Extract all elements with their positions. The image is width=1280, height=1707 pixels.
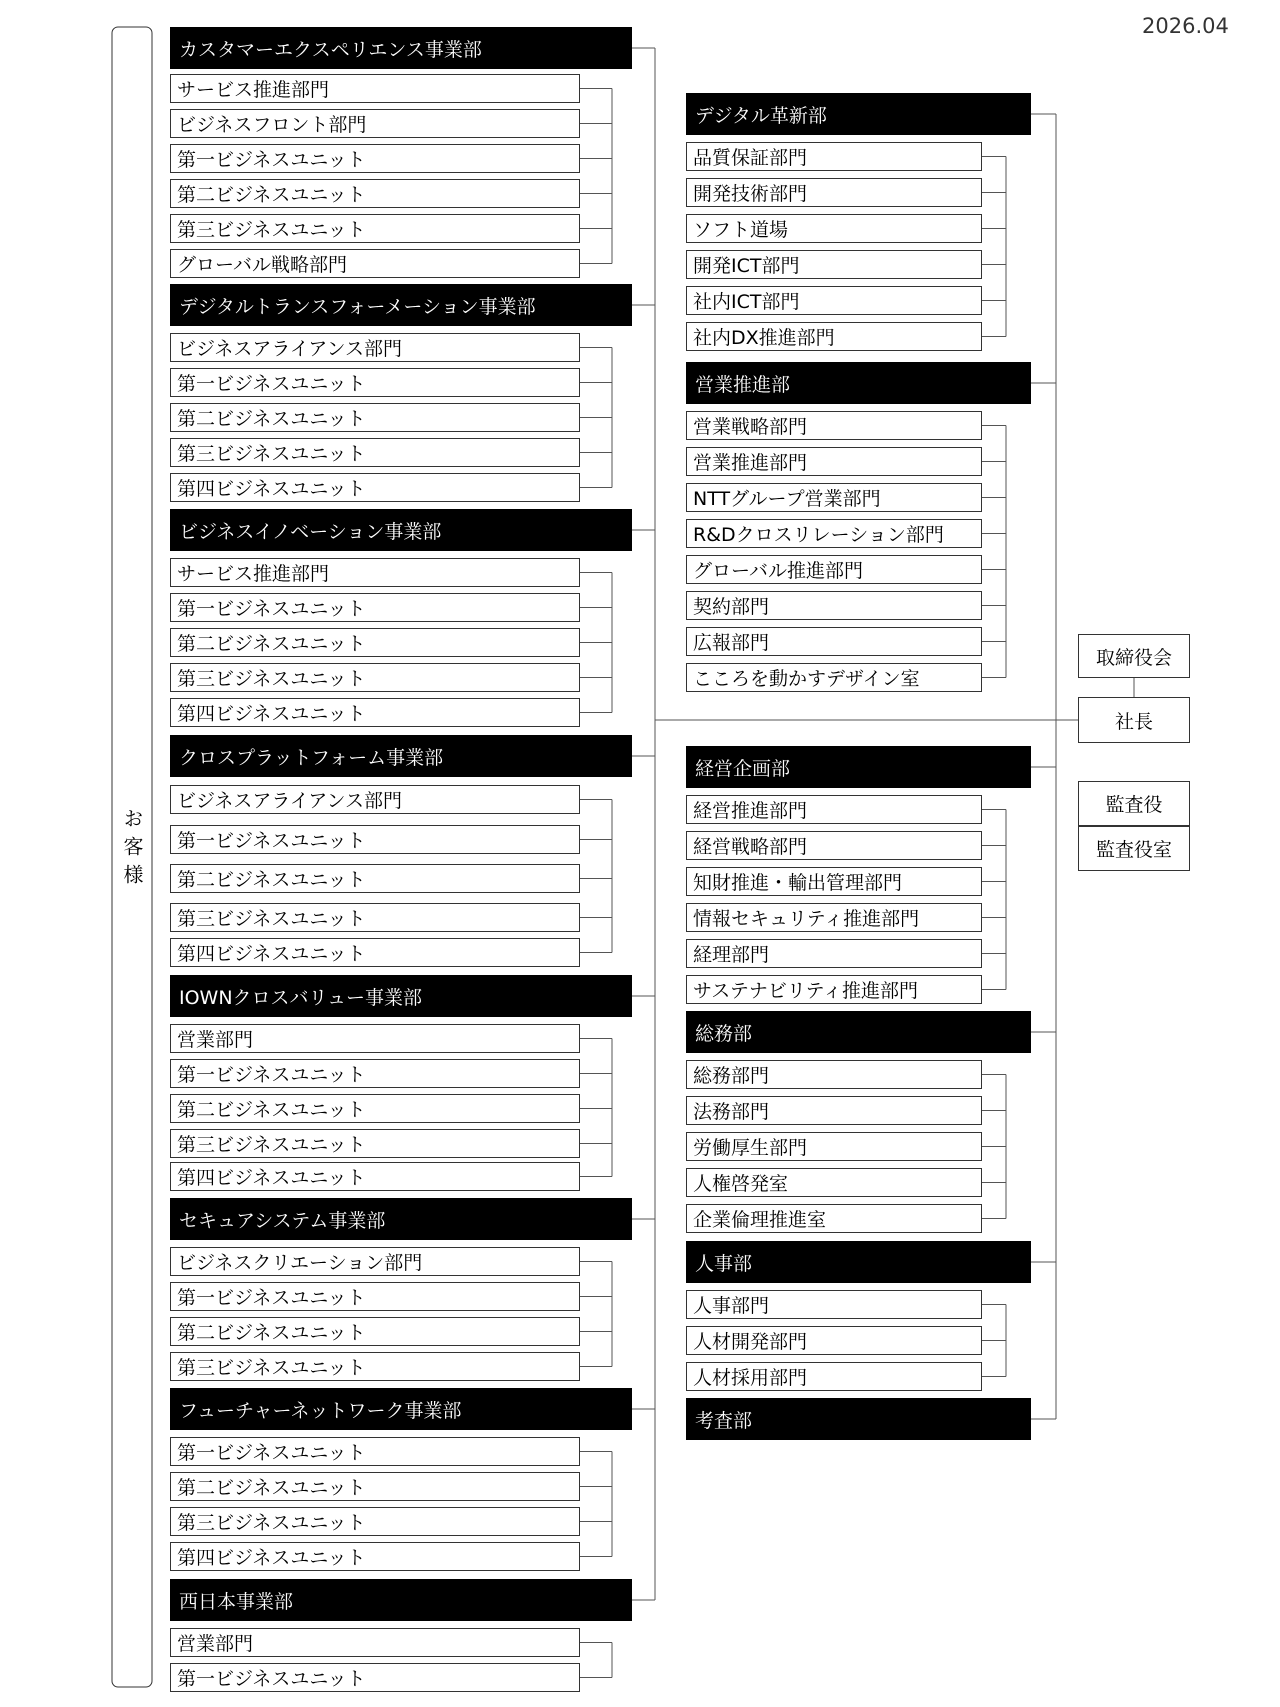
unit-box: 第四ビジネスユニット bbox=[170, 473, 580, 502]
division-header: IOWNクロスバリュー事業部 bbox=[170, 975, 632, 1017]
division-header: カスタマーエクスペリエンス事業部 bbox=[170, 27, 632, 69]
unit-box: 第二ビジネスユニット bbox=[170, 403, 580, 432]
unit-box: 第三ビジネスユニット bbox=[170, 1129, 580, 1158]
division-header: 西日本事業部 bbox=[170, 1579, 632, 1621]
unit-box: 第一ビジネスユニット bbox=[170, 368, 580, 397]
section-box: 社内DX推進部門 bbox=[686, 322, 982, 351]
unit-box: 第一ビジネスユニット bbox=[170, 1059, 580, 1088]
department-header: 人事部 bbox=[686, 1241, 1031, 1283]
section-box: 経営推進部門 bbox=[686, 795, 982, 824]
auditor-box: 監査役 bbox=[1078, 781, 1190, 826]
department-header: 総務部 bbox=[686, 1011, 1031, 1053]
division-header: デジタルトランスフォーメーション事業部 bbox=[170, 284, 632, 326]
section-box: 契約部門 bbox=[686, 591, 982, 620]
unit-box: 第一ビジネスユニット bbox=[170, 1663, 580, 1692]
department-header: 営業推進部 bbox=[686, 362, 1031, 404]
section-box: 広報部門 bbox=[686, 627, 982, 656]
unit-box: グローバル戦略部門 bbox=[170, 249, 580, 278]
board-box: 取締役会 bbox=[1078, 634, 1190, 678]
unit-box: 第二ビジネスユニット bbox=[170, 1094, 580, 1123]
section-box: ソフト道場 bbox=[686, 214, 982, 243]
department-header: デジタル革新部 bbox=[686, 93, 1031, 135]
division-header: ビジネスイノベーション事業部 bbox=[170, 509, 632, 551]
unit-box: 第三ビジネスユニット bbox=[170, 903, 580, 932]
unit-box: 第一ビジネスユニット bbox=[170, 1437, 580, 1466]
section-box: 開発技術部門 bbox=[686, 178, 982, 207]
unit-box: 第三ビジネスユニット bbox=[170, 663, 580, 692]
section-box: 法務部門 bbox=[686, 1096, 982, 1125]
president-box: 社長 bbox=[1078, 697, 1190, 743]
unit-box: ビジネスアライアンス部門 bbox=[170, 785, 580, 814]
section-box: 経営戦略部門 bbox=[686, 831, 982, 860]
unit-box: 第三ビジネスユニット bbox=[170, 1352, 580, 1381]
section-box: グローバル推進部門 bbox=[686, 555, 982, 584]
unit-box: 営業部門 bbox=[170, 1628, 580, 1657]
unit-box: ビジネスフロント部門 bbox=[170, 109, 580, 138]
unit-box: サービス推進部門 bbox=[170, 74, 580, 103]
unit-box: 第一ビジネスユニット bbox=[170, 825, 580, 854]
unit-box: 第二ビジネスユニット bbox=[170, 1317, 580, 1346]
section-box: 知財推進・輸出管理部門 bbox=[686, 867, 982, 896]
unit-box: 営業部門 bbox=[170, 1024, 580, 1053]
section-box: R&Dクロスリレーション部門 bbox=[686, 519, 982, 548]
section-box: 経理部門 bbox=[686, 939, 982, 968]
section-box: 開発ICT部門 bbox=[686, 250, 982, 279]
section-box: サステナビリティ推進部門 bbox=[686, 975, 982, 1004]
unit-box: 第四ビジネスユニット bbox=[170, 698, 580, 727]
auditor-office-box: 監査役室 bbox=[1078, 826, 1190, 871]
unit-box: 第三ビジネスユニット bbox=[170, 438, 580, 467]
section-box: 営業推進部門 bbox=[686, 447, 982, 476]
unit-box: 第一ビジネスユニット bbox=[170, 1282, 580, 1311]
unit-box: 第一ビジネスユニット bbox=[170, 593, 580, 622]
unit-box: 第四ビジネスユニット bbox=[170, 938, 580, 967]
unit-box: 第二ビジネスユニット bbox=[170, 1472, 580, 1501]
division-header: セキュアシステム事業部 bbox=[170, 1198, 632, 1240]
section-box: 人権啓発室 bbox=[686, 1168, 982, 1197]
section-box: 営業戦略部門 bbox=[686, 411, 982, 440]
unit-box: ビジネスアライアンス部門 bbox=[170, 333, 580, 362]
unit-box: ビジネスクリエーション部門 bbox=[170, 1247, 580, 1276]
section-box: 人事部門 bbox=[686, 1290, 982, 1319]
section-box: 総務部門 bbox=[686, 1060, 982, 1089]
department-header: 経営企画部 bbox=[686, 746, 1031, 788]
unit-box: 第三ビジネスユニット bbox=[170, 1507, 580, 1536]
customers-label: お客様 bbox=[120, 808, 144, 892]
unit-box: 第四ビジネスユニット bbox=[170, 1542, 580, 1571]
section-box: 労働厚生部門 bbox=[686, 1132, 982, 1161]
unit-box: 第二ビジネスユニット bbox=[170, 179, 580, 208]
date-label: 2026.04 bbox=[1142, 14, 1229, 38]
division-header: クロスプラットフォーム事業部 bbox=[170, 735, 632, 777]
unit-box: 第一ビジネスユニット bbox=[170, 144, 580, 173]
unit-box: 第二ビジネスユニット bbox=[170, 628, 580, 657]
section-box: 人材開発部門 bbox=[686, 1326, 982, 1355]
section-box: NTTグループ営業部門 bbox=[686, 483, 982, 512]
section-box: 人材採用部門 bbox=[686, 1362, 982, 1391]
unit-box: 第三ビジネスユニット bbox=[170, 214, 580, 243]
section-box: 品質保証部門 bbox=[686, 142, 982, 171]
section-box: 社内ICT部門 bbox=[686, 286, 982, 315]
department-header: 考査部 bbox=[686, 1398, 1031, 1440]
section-box: 企業倫理推進室 bbox=[686, 1204, 982, 1233]
unit-box: 第二ビジネスユニット bbox=[170, 864, 580, 893]
section-box: 情報セキュリティ推進部門 bbox=[686, 903, 982, 932]
division-header: フューチャーネットワーク事業部 bbox=[170, 1388, 632, 1430]
section-box: こころを動かすデザイン室 bbox=[686, 663, 982, 692]
unit-box: 第四ビジネスユニット bbox=[170, 1162, 580, 1191]
unit-box: サービス推進部門 bbox=[170, 558, 580, 587]
